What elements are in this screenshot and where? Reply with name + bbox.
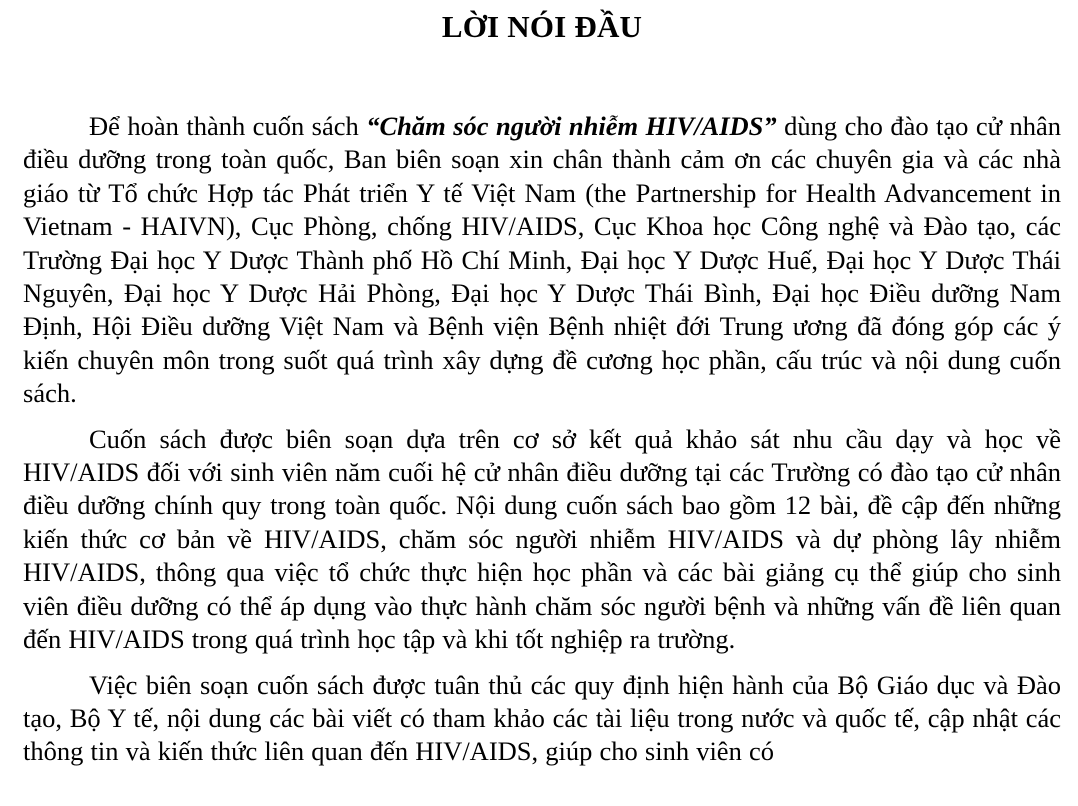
paragraph-compilation-rules: Việc biên soạn cuốn sách được tuân thủ các quy định hiện hành của Bộ Giáo dục và Đào tạo, Bộ Y tế, nội dung các bài viết có tham khảo các tài liệu trong nước và quốc tế, cập nhật các thông tin và kiến thức liên quan đến HIV/AIDS, giúp cho sinh viên có	[23, 669, 1061, 767]
document-page	[23, 0, 1061, 781]
paragraph-content-overview: Cuốn sách được biên soạn dựa trên cơ sở kết quả khảo sát nhu cầu dạy và học về HIV/AIDS đối với sinh viên năm cuối hệ cử nhân điều dưỡng tại các Trường có đào tạo cử nhân điều dưỡng chính quy trong toàn quốc. Nội dung cuốn sách bao gồm 12 bài, đề cập đến những kiến thức cơ bản về HIV/AIDS, chăm sóc người nhiễm HIV/AIDS và dự phòng lây nhiễm HIV/AIDS, thông qua việc tổ chức thực hiện học phần và các bài giảng cụ thể giúp cho sinh viên điều dưỡng có thể áp dụng vào thực hành chăm sóc người bệnh và những vấn đề liên quan đến HIV/AIDS trong quá trình học tập và khi tốt nghiệp ra trường.	[23, 423, 1061, 655]
page-title: LỜI NÓI ĐẦU	[441, 9, 643, 44]
book-title: “Chăm sóc người nhiễm HIV/AIDS”	[366, 111, 777, 141]
paragraph-acknowledgement-intro: Để hoàn thành cuốn sách	[89, 111, 367, 141]
paragraph-acknowledgement-body: dùng cho đào tạo cử nhân điều dưỡng trong toàn quốc, Ban biên soạn xin chân thành cảm ơn các chuyên gia và các nhà giáo từ Tổ chức Hợp tác Phát triển Y tế Việt Nam (the Partnership for Health Advancement in Vietnam - HAIVN), Cục Phòng, chống HIV/AIDS, Cục Khoa học Công nghệ và Đào tạo, các Trường Đại học Y Dược Thành phố Hồ Chí Minh, Đại học Y Dược Huế, Đại học Y Dược Thái Nguyên, Đại học Y Dược Hải Phòng, Đại học Y Dược Thái Bình, Đại học Điều dưỡng Nam Định, Hội Điều dưỡng Việt Nam và Bệnh viện Bệnh nhiệt đới Trung ương đã đóng góp các ý kiến chuyên môn trong suốt quá trình xây dựng đề cương học phần, cấu trúc và nội dung cuốn sách.	[23, 111, 1061, 409]
title-spacer	[23, 58, 1061, 110]
paragraph-acknowledgement	[23, 110, 1061, 411]
